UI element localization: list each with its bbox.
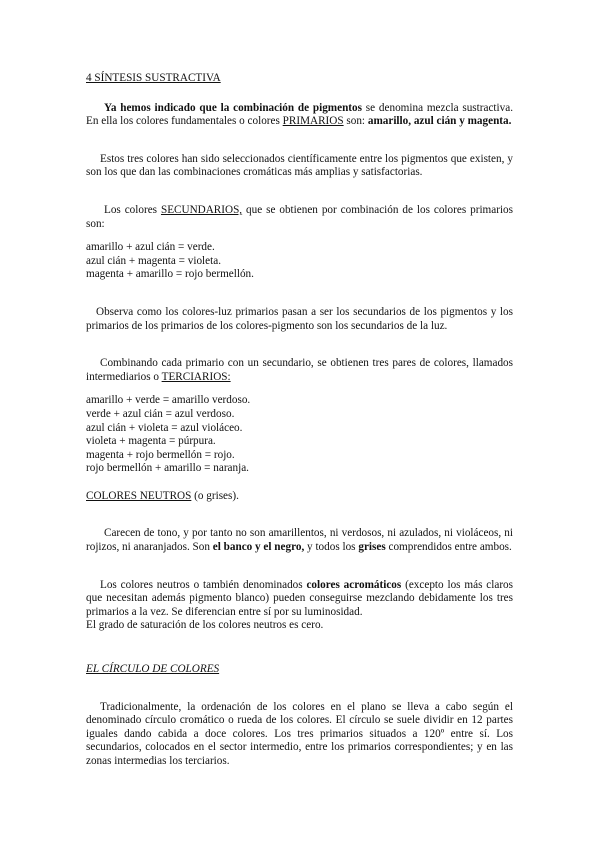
secondary-colors-list (86, 241, 513, 282)
list-item: amarillo + azul cián = verde. (86, 241, 215, 254)
acromaticos-pre: Los colores neutros o también denominados (100, 578, 307, 591)
acromaticos-bold: colores acromáticos (306, 578, 402, 591)
acromaticos-post: (excepto los más claros que necesitan además pigmento blanco) pueden conseguirse mezclando debidamente los tres primarios a la vez. Se diferencian entre sí por su luminosidad. (86, 578, 513, 618)
list-item: azul cián + violeta = azul violáceo. (86, 421, 243, 434)
secundarios-post: que se obtienen por combinación de los colores primarios son: (86, 203, 513, 230)
paragraph-acromaticos (86, 579, 513, 620)
intro-text: se denomina mezcla sustractiva. En ella los colores fundamentales o colores (86, 101, 513, 128)
secundarios-pre: Los colores (104, 203, 161, 216)
neutros-suffix: (o grises). (191, 489, 239, 502)
paragraph-carecen (86, 527, 513, 554)
carecen-mid: y todos los (304, 541, 359, 554)
section-heading-sintesis: 4 SÍNTESIS SUSTRACTIVA (86, 72, 221, 84)
paragraph-observa: Observa como los colores-luz primarios pasan a ser los secundarios de los pigmentos y los primarios de los primarios de los colores-pigmento son los secundarios de la luz. (86, 305, 513, 332)
tertiary-colors-list (86, 394, 513, 476)
list-item: magenta + amarillo = rojo bermellón. (86, 268, 254, 281)
section-heading-circulo: EL CÍRCULO DE COLORES (86, 663, 220, 676)
intro-bold-lead: Ya hemos indicado que la combinación de pigmentos (104, 101, 362, 114)
list-item: verde + azul cián = azul verdoso. (86, 407, 235, 420)
terciarios-label: TERCIARIOS: (161, 370, 231, 383)
paragraph-secundarios (86, 204, 513, 231)
primarios-label: PRIMARIOS (282, 115, 344, 128)
grises-bold: grises (358, 541, 386, 554)
list-item: azul cián + magenta = violeta. (86, 254, 222, 267)
terciarios-pre: Combinando cada primario con un secundario, se obtienen tres pares de colores, llamados intermediarios o (86, 357, 513, 383)
paragraph-saturacion: El grado de saturación de los colores neutros es cero. (86, 619, 324, 632)
list-item: violeta + magenta = púrpura. (86, 435, 216, 448)
neutros-label: COLORES NEUTROS (86, 489, 192, 502)
document-body (86, 72, 513, 769)
paragraph-seleccion: Estos tres colores han sido seleccionados científicamente entre los pigmentos que existen, y son los que dan las combinaciones cromáticas más amplias y satisfactorias. (86, 152, 513, 179)
neutros-heading (86, 490, 513, 504)
blanco-negro-bold: el banco y el negro, (212, 541, 305, 554)
carecen-post: comprendidos entre ambos. (385, 541, 512, 554)
intro-pre-colors: son: (343, 115, 368, 128)
paragraph-intro (86, 102, 513, 129)
carecen-pre: Carecen de tono, y por tanto no son amarillentos, ni verdosos, ni azulados, ni violáceos, ni rojizos, ni anaranjados. Son (86, 527, 513, 554)
list-item: magenta + rojo bermellón = rojo. (86, 448, 235, 461)
paragraph-terciarios (86, 357, 513, 384)
list-item: rojo bermellón + amarillo = naranja. (86, 462, 249, 475)
secundarios-label: SECUNDARIOS, (160, 203, 243, 216)
paragraph-circulo: Tradicionalmente, la ordenación de los colores en el plano se lleva a cabo según el denominado círculo cromático o rueda de los colores. El círculo se suele dividir en 12 partes iguales dando cabida a doce colores. Los tres primarios situados a 120º entre sí. Los secundarios, colocados en el sector intermedio, entre los primarios correspondientes; y en las zonas intermedias los terciarios. (86, 700, 513, 767)
primary-colors-bold: amarillo, azul cián y magenta. (367, 115, 512, 128)
list-item: amarillo + verde = amarillo verdoso. (86, 394, 251, 407)
